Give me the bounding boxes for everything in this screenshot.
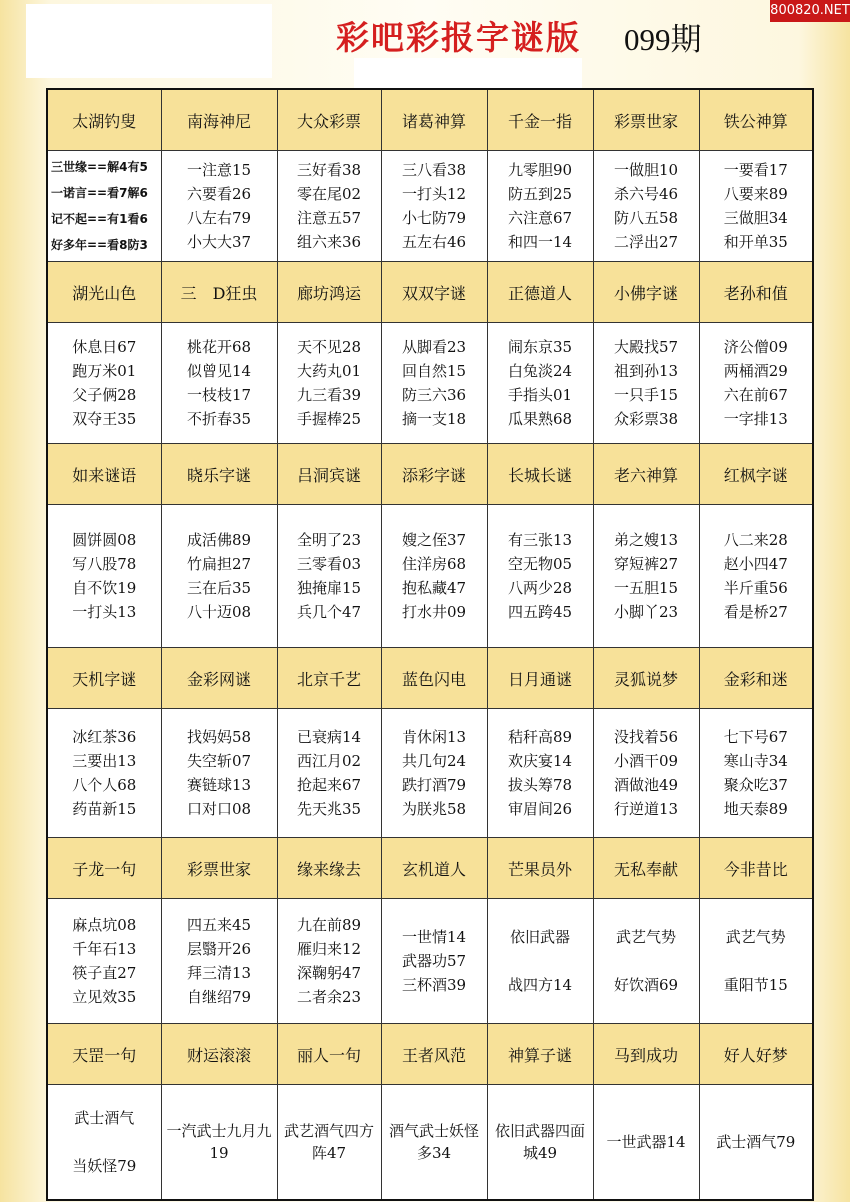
riddle-cell (593, 323, 699, 444)
riddle-line: 深鞠躬47 (296, 964, 362, 982)
source-name: 如来谜语 (47, 444, 161, 505)
riddle-line: 抢起来67 (296, 776, 362, 794)
riddle-cell (161, 505, 277, 648)
riddle-line: 千年石13 (72, 940, 137, 958)
riddle-line: 看是桥27 (723, 603, 788, 621)
riddle-cell (699, 151, 813, 262)
riddle-line: 似曾见14 (186, 362, 252, 380)
riddle-line: 组六来36 (296, 233, 362, 251)
riddle-cell (161, 709, 277, 838)
riddle-line: 酒气武士妖怪多34 (388, 1122, 479, 1162)
riddle-cell (593, 151, 699, 262)
source-name: 灵狐说梦 (593, 648, 699, 709)
riddle-cell (277, 151, 381, 262)
riddle-line: 父子俩28 (72, 386, 137, 404)
data-row (47, 505, 813, 648)
riddle-line: 找妈妈58 (186, 728, 252, 746)
riddle-line: 四五来45 (186, 916, 252, 934)
riddle-line: 全明了23 (296, 531, 362, 549)
riddle-line: 瓜果熟68 (507, 410, 573, 428)
riddle-line: 双夺王35 (72, 410, 137, 428)
riddle-line: 赛链球13 (186, 776, 252, 794)
riddle-line: 地天泰89 (723, 800, 788, 818)
riddle-line: 一要看17 (723, 161, 788, 179)
riddle-line: 跑万米01 (72, 362, 137, 380)
riddle-line: 七下号67 (723, 728, 788, 746)
data-row (47, 1085, 813, 1201)
riddle-line: 拔头筹78 (507, 776, 573, 794)
riddle-cell (699, 1085, 813, 1201)
riddle-cell (47, 899, 161, 1024)
source-name: 红枫字谜 (699, 444, 813, 505)
riddle-line: 有三张13 (507, 531, 573, 549)
riddle-cell (593, 899, 699, 1024)
riddle-line: 好饮酒69 (613, 976, 679, 994)
source-name: 神算子谜 (487, 1024, 593, 1085)
riddle-line: 防八五58 (613, 209, 679, 227)
riddle-line: 三八看38 (401, 161, 467, 179)
riddle-cell (381, 709, 487, 838)
riddle-line: 不折春35 (186, 410, 252, 428)
riddle-cell (381, 899, 487, 1024)
source-name: 添彩字谜 (381, 444, 487, 505)
header-row (47, 1024, 813, 1085)
riddle-table-body (47, 89, 813, 1200)
riddle-line: 一诺言==看7解6 (51, 186, 148, 200)
data-row (47, 709, 813, 838)
riddle-line: 冰红茶36 (72, 728, 137, 746)
riddle-line: 八左右79 (186, 209, 252, 227)
riddle-cell (487, 899, 593, 1024)
riddle-line: 共几句24 (401, 752, 467, 770)
riddle-line: 一字排13 (723, 410, 788, 428)
riddle-line: 小脚丫23 (613, 603, 679, 621)
source-name: 好人好梦 (699, 1024, 813, 1085)
riddle-line: 摘一支18 (401, 410, 467, 428)
riddle-line: 大殿找57 (613, 338, 679, 356)
riddle-line: 一世武器14 (606, 1133, 686, 1151)
riddle-line: 小酒干09 (613, 752, 679, 770)
source-name: 马到成功 (593, 1024, 699, 1085)
riddle-line: 二者余23 (296, 988, 362, 1006)
riddle-line: 天不见28 (296, 338, 362, 356)
riddle-line: 层翳开26 (186, 940, 252, 958)
riddle-line: 济公僧09 (723, 338, 788, 356)
riddle-line: 酒做池49 (613, 776, 679, 794)
riddle-line: 八十迈08 (186, 603, 252, 621)
source-name: 金彩和迷 (699, 648, 813, 709)
source-name: 财运滚滚 (161, 1024, 277, 1085)
riddle-line: 打水井09 (401, 603, 467, 621)
riddle-cell (487, 1085, 593, 1201)
riddle-line: 没找着56 (613, 728, 679, 746)
riddle-line: 三在后35 (186, 579, 252, 597)
riddle-line: 八要来89 (723, 185, 788, 203)
riddle-cell (699, 505, 813, 648)
riddle-line: 八二来28 (723, 531, 788, 549)
source-name: 晓乐字谜 (161, 444, 277, 505)
source-name: 天机字谜 (47, 648, 161, 709)
riddle-line: 记不起==有1看6 (51, 212, 148, 226)
data-row (47, 323, 813, 444)
riddle-line: 零在尾02 (296, 185, 362, 203)
riddle-line: 八个人68 (72, 776, 137, 794)
riddle-line: 西江月02 (296, 752, 362, 770)
source-name: 北京千艺 (277, 648, 381, 709)
riddle-line: 审眉间26 (507, 800, 573, 818)
source-name: 诸葛神算 (381, 89, 487, 151)
source-name: 日月通谜 (487, 648, 593, 709)
riddle-cell (699, 323, 813, 444)
source-name: 长城长谜 (487, 444, 593, 505)
riddle-cell (47, 709, 161, 838)
riddle-line: 武士酒气79 (716, 1133, 796, 1151)
riddle-line: 圆饼圆08 (72, 531, 137, 549)
riddle-line: 寒山寺34 (723, 752, 788, 770)
white-box-left (26, 4, 272, 78)
source-name: 芒果员外 (487, 838, 593, 899)
riddle-line: 一做胆10 (613, 161, 679, 179)
riddle-cell (277, 899, 381, 1024)
riddle-line: 重阳节15 (723, 976, 788, 994)
riddle-cell (47, 505, 161, 648)
riddle-line: 一只手15 (613, 386, 679, 404)
riddle-cell (277, 505, 381, 648)
header-row (47, 444, 813, 505)
riddle-line: 九零胆90 (507, 161, 573, 179)
riddle-cell (487, 151, 593, 262)
source-name: 今非昔比 (699, 838, 813, 899)
riddle-table (46, 88, 814, 1201)
issue-number: 099期 (624, 22, 702, 57)
data-row (47, 151, 813, 262)
riddle-line: 闹东京35 (507, 338, 573, 356)
riddle-line: 穿短裤27 (613, 555, 679, 573)
riddle-cell (47, 323, 161, 444)
riddle-cell (277, 709, 381, 838)
riddle-line: 口对口08 (186, 800, 252, 818)
source-name: 蓝色闪电 (381, 648, 487, 709)
riddle-line: 二浮出27 (613, 233, 679, 251)
riddle-line: 好多年==看8防3 (51, 238, 148, 252)
riddle-line: 小七防79 (401, 209, 467, 227)
riddle-cell (699, 899, 813, 1024)
riddle-cell (277, 323, 381, 444)
header-row (47, 89, 813, 151)
riddle-line: 战四方14 (507, 976, 573, 994)
riddle-line: 手握棒25 (296, 410, 362, 428)
riddle-line: 自继绍79 (186, 988, 252, 1006)
riddle-line: 已衰病14 (296, 728, 362, 746)
riddle-line: 肯休闲13 (401, 728, 467, 746)
page-title: 彩吧彩报字谜版 (336, 18, 581, 57)
riddle-line: 弟之嫂13 (613, 531, 679, 549)
riddle-line: 武艺气势 (615, 928, 676, 946)
riddle-line: 八两少28 (507, 579, 573, 597)
riddle-line: 三零看03 (296, 555, 362, 573)
riddle-line: 聚众吃37 (723, 776, 788, 794)
riddle-line: 麻点坑08 (72, 916, 137, 934)
riddle-line: 成活佛89 (186, 531, 252, 549)
source-name: 金彩网谜 (161, 648, 277, 709)
riddle-cell (487, 505, 593, 648)
riddle-line: 祖到孙13 (613, 362, 679, 380)
riddle-line: 杀六号46 (613, 185, 679, 203)
riddle-cell (161, 1085, 277, 1201)
white-box-center (354, 58, 582, 88)
riddle-line: 武器功57 (401, 952, 467, 970)
riddle-line: 九在前89 (296, 916, 362, 934)
riddle-line: 欢庆宴14 (507, 752, 573, 770)
riddle-line: 药苗新15 (72, 800, 137, 818)
riddle-line: 一世情14 (401, 928, 467, 946)
riddle-line: 立见效35 (72, 988, 137, 1006)
riddle-line: 行逆道13 (613, 800, 679, 818)
riddle-line: 大药丸01 (296, 362, 362, 380)
header-row (47, 838, 813, 899)
source-name: 玄机道人 (381, 838, 487, 899)
riddle-line: 独掩扉15 (296, 579, 362, 597)
site-watermark[interactable]: 800820.NET (770, 0, 850, 22)
riddle-line: 三世缘==解4有5 (51, 160, 148, 174)
riddle-line: 小大大37 (186, 233, 252, 251)
source-name: 小佛字谜 (593, 262, 699, 323)
source-name: 子龙一句 (47, 838, 161, 899)
riddle-cell (381, 1085, 487, 1201)
riddle-line: 和四一14 (507, 233, 573, 251)
source-name: 正德道人 (487, 262, 593, 323)
riddle-line: 筷子直27 (72, 964, 137, 982)
riddle-cell (161, 151, 277, 262)
riddle-line: 一注意15 (186, 161, 252, 179)
riddle-line: 跌打酒79 (401, 776, 467, 794)
source-name: 三 D狂虫 (161, 262, 277, 323)
riddle-line: 兵几个47 (296, 603, 362, 621)
riddle-line: 注意五57 (296, 209, 362, 227)
riddle-line: 赵小四47 (723, 555, 788, 573)
source-name: 大众彩票 (277, 89, 381, 151)
riddle-line: 先天兆35 (296, 800, 362, 818)
riddle-line: 六注意67 (507, 209, 573, 227)
riddle-cell (487, 709, 593, 838)
source-name: 王者风范 (381, 1024, 487, 1085)
source-name: 湖光山色 (47, 262, 161, 323)
riddle-line: 一汽武士九月九19 (166, 1122, 272, 1162)
riddle-line: 一枝枝17 (186, 386, 252, 404)
source-name: 无私奉献 (593, 838, 699, 899)
riddle-line: 竹扁担27 (186, 555, 252, 573)
riddle-cell (593, 709, 699, 838)
riddle-line: 抱私藏47 (401, 579, 467, 597)
riddle-line: 桃花开68 (186, 338, 252, 356)
riddle-line: 半斤重56 (723, 579, 788, 597)
riddle-line: 失空斩07 (186, 752, 252, 770)
riddle-line: 嫂之侄37 (401, 531, 467, 549)
riddle-line: 休息日67 (72, 338, 137, 356)
riddle-line: 住洋房68 (401, 555, 467, 573)
riddle-cell (47, 151, 161, 262)
riddle-cell (593, 505, 699, 648)
riddle-cell (381, 323, 487, 444)
riddle-cell (277, 1085, 381, 1201)
source-name: 铁公神算 (699, 89, 813, 151)
riddle-line: 和开单35 (723, 233, 788, 251)
riddle-line: 五左右46 (401, 233, 467, 251)
riddle-line: 拜三清13 (186, 964, 252, 982)
riddle-cell (161, 323, 277, 444)
header-row (47, 262, 813, 323)
riddle-cell (381, 505, 487, 648)
riddle-line: 防三六36 (401, 386, 467, 404)
riddle-line: 三好看38 (296, 161, 362, 179)
riddle-line: 六在前67 (723, 386, 788, 404)
riddle-line: 六要看26 (186, 185, 252, 203)
source-name: 老孙和值 (699, 262, 813, 323)
riddle-line: 白兔淡24 (507, 362, 573, 380)
riddle-line: 空无物05 (507, 555, 573, 573)
riddle-line: 三杯酒39 (401, 976, 467, 994)
riddle-line: 三做胆34 (723, 209, 788, 227)
source-name: 彩票世家 (593, 89, 699, 151)
source-name: 廊坊鸿运 (277, 262, 381, 323)
riddle-cell (381, 151, 487, 262)
source-name: 老六神算 (593, 444, 699, 505)
riddle-line: 回自然15 (401, 362, 467, 380)
riddle-cell (699, 709, 813, 838)
source-name: 天罡一句 (47, 1024, 161, 1085)
riddle-cell (161, 899, 277, 1024)
source-name: 南海神尼 (161, 89, 277, 151)
source-name: 千金一指 (487, 89, 593, 151)
source-name: 丽人一句 (277, 1024, 381, 1085)
source-name: 太湖钓叟 (47, 89, 161, 151)
riddle-line: 为朕兆58 (401, 800, 467, 818)
riddle-line: 雁归来12 (296, 940, 362, 958)
riddle-line: 一打头13 (72, 603, 137, 621)
riddle-line: 四五跨45 (507, 603, 573, 621)
riddle-line: 防五到25 (507, 185, 573, 203)
riddle-line: 九三看39 (296, 386, 362, 404)
riddle-line: 秸秆高89 (507, 728, 573, 746)
riddle-line: 武艺酒气四方阵47 (283, 1122, 374, 1162)
riddle-cell (47, 1085, 161, 1201)
riddle-line: 一五胆15 (613, 579, 679, 597)
source-name: 双双字谜 (381, 262, 487, 323)
riddle-cell (487, 323, 593, 444)
riddle-line: 武士酒气 (74, 1109, 135, 1127)
riddle-cell (593, 1085, 699, 1201)
riddle-line: 写八股78 (72, 555, 137, 573)
riddle-line: 自不饮19 (72, 579, 137, 597)
riddle-line: 三要出13 (72, 752, 137, 770)
source-name: 吕洞宾谜 (277, 444, 381, 505)
data-row (47, 899, 813, 1024)
riddle-line: 武艺气势 (725, 928, 786, 946)
source-name: 缘来缘去 (277, 838, 381, 899)
riddle-line: 依旧武器 (509, 928, 570, 946)
riddle-line: 从脚看23 (401, 338, 467, 356)
riddle-line: 当妖怪79 (72, 1157, 137, 1175)
riddle-line: 一打头12 (401, 185, 467, 203)
source-name: 彩票世家 (161, 838, 277, 899)
header-row (47, 648, 813, 709)
riddle-line: 两桶酒29 (723, 362, 788, 380)
riddle-line: 手指头01 (507, 386, 573, 404)
riddle-line: 依旧武器四面城49 (494, 1122, 585, 1162)
riddle-line: 众彩票38 (613, 410, 679, 428)
